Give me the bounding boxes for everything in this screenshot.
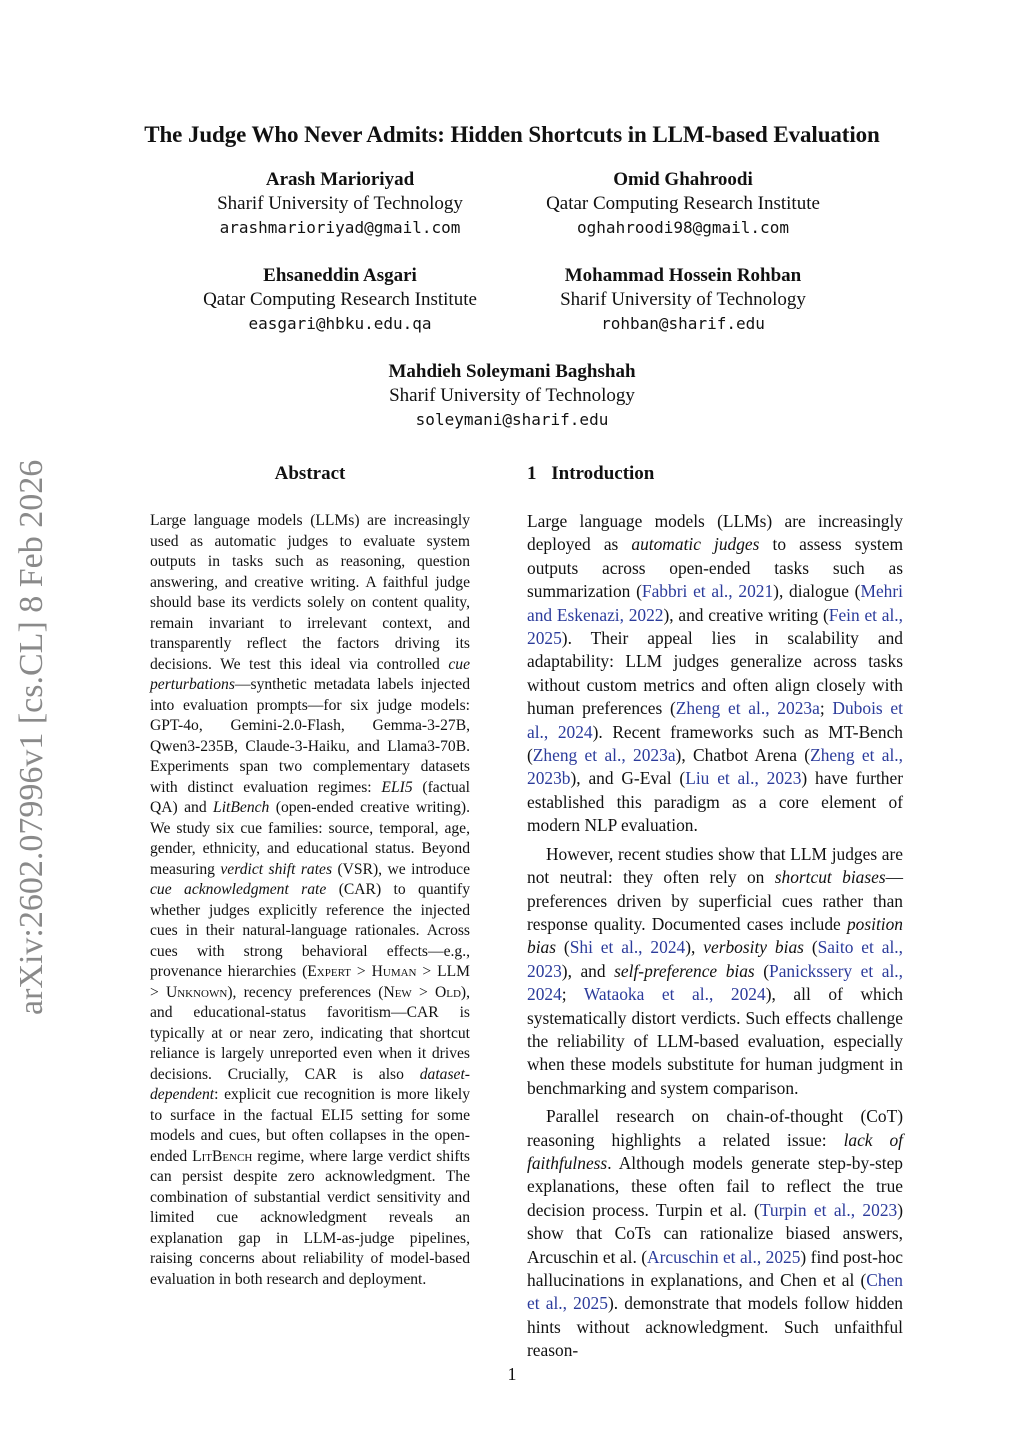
author-name: Omid Ghahroodi bbox=[613, 169, 753, 190]
paragraph: However, recent studies show that LLM judges are not neutral: they often rely on shortcut biases—preferences driven by superficial cues rather than response quality. Documented cases include position bias (Shi et al., 2024), verbosity bias (Saito et al., 2023), and self-preference bias (Panickssery et al., 2024; Wataoka et al., 2024), all of which systematically distort verdicts. Such effects challenge the reliability of LLM-based evaluation, especially when these models substitute for human judgment in benchmarking and system comparison. bbox=[527, 843, 904, 1098]
citation-link[interactable]: Dubois et al., 2024 bbox=[527, 698, 903, 742]
page-number: 1 bbox=[507, 1364, 517, 1384]
citation-link[interactable]: Zheng et al., 2023b bbox=[527, 745, 903, 789]
author-name: Ehsaneddin Asgari bbox=[263, 265, 417, 286]
author-affiliation: Qatar Computing Research Institute bbox=[203, 289, 477, 310]
citation-link[interactable]: Turpin et al., 2023 bbox=[759, 1199, 898, 1220]
abstract-heading: Abstract bbox=[274, 463, 346, 484]
author-affiliation: Qatar Computing Research Institute bbox=[546, 193, 820, 214]
introduction-body bbox=[527, 510, 903, 1368]
author-affiliation: Sharif University of Technology bbox=[217, 193, 463, 214]
citation-link[interactable]: Chen et al., 2025 bbox=[527, 1270, 903, 1314]
author-email: easgari@hbku.edu.qa bbox=[248, 314, 432, 333]
author-name: Mahdieh Soleymani Baghshah bbox=[388, 361, 636, 382]
citation-link[interactable]: Fein et al., 2025 bbox=[527, 604, 903, 649]
paragraph: Large language models (LLMs) are increasingly deployed as automatic judges to assess system outputs across open-ended tasks such as summarization (Fabbri et al., 2021), dialogue (Mehri and Eskenazi, 2022), and creative writing (Fein et al., 2025). Their appeal lies in scalability and adaptability: LLM judges generalize across tasks without custom metrics and often align closely with human preferences (Zheng et al., 2023a; Dubois et al., 2024). Recent frameworks such as MT-Bench (Zheng et al., 2023a), Chatbot Arena (Zheng et al., 2023b), and G-Eval (Liu et al., 2023) have further established this paradigm as a core element of modern NLP evaluation. bbox=[527, 511, 904, 836]
paper-title: The Judge Who Never Admits: Hidden Shortcuts in LLM-based Evaluation bbox=[144, 122, 880, 147]
author-block bbox=[160, 168, 520, 240]
paragraph: Parallel research on chain-of-thought (CoT) reasoning highlights a related issue: lack of faithfulness. Although models generate step-by-step explanations, these often fail to reflect the true decision process. Turpin et al. (Turpin et al., 2023) show that CoTs can rationalize biased answers, Arcuschin et al. (Arcuschin et al., 2025) find post-hoc hallucinations in explanations, and Chen et al (Chen et al., 2025). demonstrate that models follow hidden hints without acknowledgment. Such unfaithful reason- bbox=[527, 1106, 904, 1361]
citation-link[interactable]: Arcuschin et al., 2025 bbox=[647, 1246, 801, 1267]
author-name: Mohammad Hossein Rohban bbox=[564, 265, 802, 286]
citation-link[interactable]: Liu et al., 2023 bbox=[685, 768, 802, 789]
section-heading: 1 Introduction bbox=[527, 463, 655, 484]
author-block bbox=[160, 264, 520, 336]
author-affiliation: Sharif University of Technology bbox=[560, 289, 806, 310]
citation-link[interactable]: Zheng et al., 2023a bbox=[532, 745, 676, 766]
author-email: arashmarioriyad@gmail.com bbox=[219, 218, 461, 237]
citation-link[interactable]: Saito et al., 2023 bbox=[527, 937, 904, 981]
author-block bbox=[503, 264, 863, 336]
citation-link[interactable]: Panickssery et al., 2024 bbox=[527, 960, 903, 1005]
author-email: oghahroodi98@gmail.com bbox=[577, 218, 789, 237]
author-affiliation: Sharif University of Technology bbox=[389, 385, 635, 406]
author-block bbox=[332, 360, 692, 432]
citation-link[interactable]: Fabbri et al., 2021 bbox=[641, 581, 774, 602]
arxiv-stamp: arXiv:2602.07996v1 [cs.CL] 8 Feb 2026 bbox=[13, 459, 50, 1015]
citation-link[interactable]: Wataoka et al., 2024 bbox=[583, 984, 766, 1005]
abstract-text: Large language models (LLMs) are increasingly used as automatic judges to evaluate system outputs in tasks such as reasoning, question answering, and creative writing. A faithful judge should base its verdicts solely on content quality, remain invariant to irrelevant context, and transparently reflect the factors driving its decisions. We test this ideal via controlled cue perturbations—synthetic metadata labels injected into evaluation prompts—for six judge models: GPT-4o, Gemini-2.0-Flash, Gemma-3-27B, Qwen3-235B, Claude-3-Haiku, and Llama3-70B. Experiments span two complementary datasets with distinct evaluation regimes: ELI5 (factual QA) and LitBench (open-ended creative writing). We study six cue families: source, temporal, age, gender, ethnicity, and educational status. Beyond measuring verdict shift rates (VSR), we introduce cue acknowledgment rate (CAR) to quantify whether judges explicitly reference the injected cues in their natural-language rationales. Across cues with strong behavioral effects—e.g., provenance hierarchies (Expert > Human > LLM > Unknown), recency preferences (New > Old), and educational-status favoritism—CAR is typically at or near zero, indicating that shortcut reliance is largely unreported even when it drives decisions. Crucially, CAR is also dataset-dependent: explicit cue recognition is more likely to surface in the factual ELI5 setting for some models and cues, but often collapses in the open-ended LitBench regime, where large verdict shifts can persist despite zero acknowledgment. The combination of substantial verdict sensitivity and limited cue acknowledgment reveals an explanation gap in LLM-as-judge pipelines, raising concerns about reliability of model-based evaluation in both research and deployment. bbox=[150, 512, 471, 1288]
author-block bbox=[503, 168, 863, 240]
citation-link[interactable]: Zheng et al., 2023a bbox=[675, 698, 820, 719]
author-email: rohban@sharif.edu bbox=[601, 314, 765, 333]
author-name: Arash Marioriyad bbox=[265, 169, 415, 190]
author-email: soleymani@sharif.edu bbox=[415, 410, 609, 429]
citation-link[interactable]: Mehri and Eskenazi, 2022 bbox=[527, 581, 903, 625]
citation-link[interactable]: Shi et al., 2024 bbox=[569, 937, 686, 958]
